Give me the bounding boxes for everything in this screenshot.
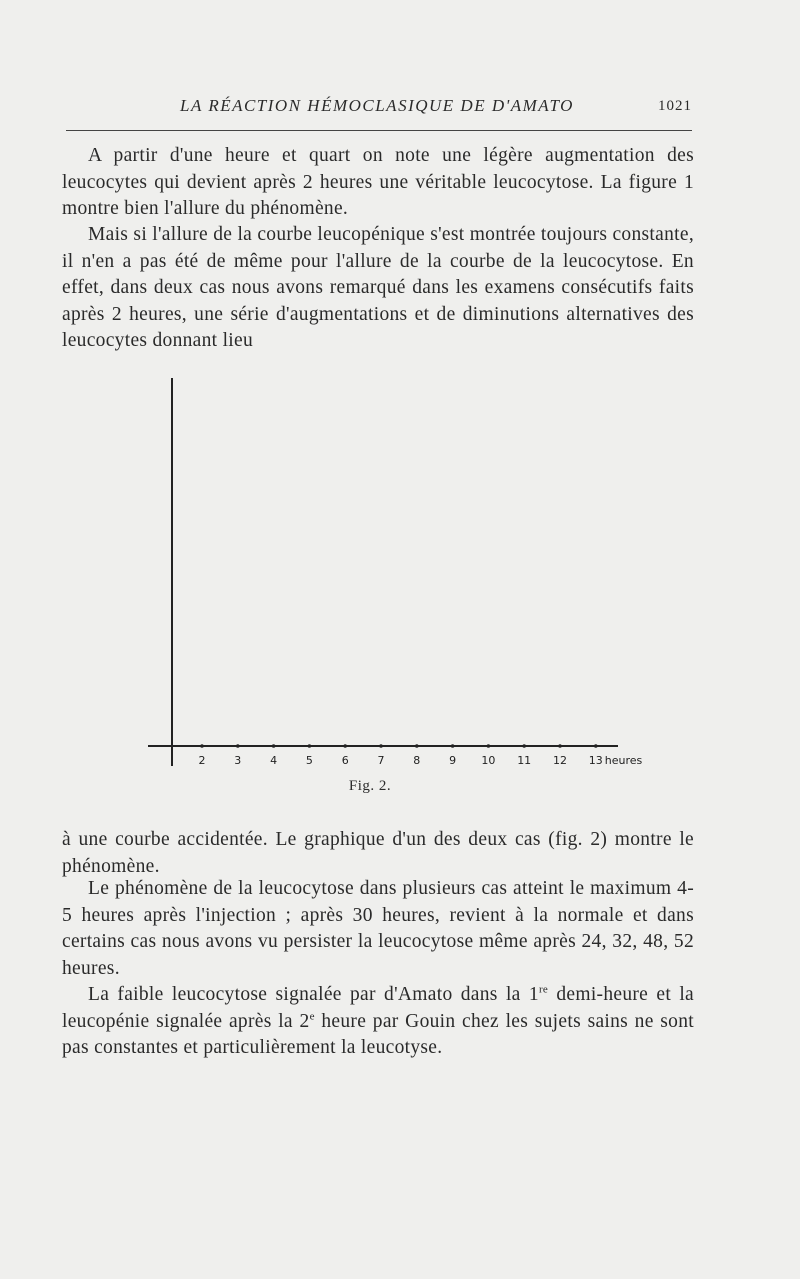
x-tick-label: 7 [377, 754, 385, 767]
paragraph-1: A partir d'une heure et quart on note une légère augmentation des leucocytes qui devient après 2 heures une véritable leucocytose. La figure 1 montre bien l'allure du phénomène. [62, 145, 694, 219]
paragraph-5-text-b: demi-heure et la leucopénie signalée après la 2 [62, 984, 694, 1032]
x-unit-label: heures [604, 754, 643, 767]
paragraph-4: Le phénomène de la leucocytose dans plusieurs cas atteint le maximum 4-5 heures après l'injection ; après 30 heures, revient à la normale et dans certains cas nous avons vu persister la leucocytose même après 24, 32, 48, 52 heures. [62, 878, 694, 979]
superscript-re: re [538, 983, 549, 996]
x-axis-ticks [199, 744, 643, 767]
x-tick-mark [487, 744, 491, 748]
x-tick-label: 13 [588, 754, 603, 767]
header-rule [66, 130, 692, 131]
x-tick-mark [379, 744, 383, 748]
running-title: LA RÉACTION HÉMOCLASIQUE DE D'AMATO [180, 96, 574, 115]
x-tick-mark [451, 744, 455, 748]
x-tick-label: 12 [553, 754, 567, 767]
figure-2-chart [0, 370, 700, 775]
paragraph-2: Mais si l'allure de la courbe leucopénique s'est montrée toujours constante, il n'en a pas été de même pour l'allure de la courbe de la leucocytose. En effet, dans deux cas nous avons remarqué dans les examens consécutifs faits après 2 heures, une série d'augmentations et de diminutions alternatives des leucocytes donnant lieu [62, 224, 694, 351]
x-tick-mark [200, 744, 204, 748]
x-tick-mark [308, 744, 312, 748]
paragraph-5 [62, 982, 694, 1062]
x-tick-mark [415, 744, 419, 748]
x-tick-label: 4 [270, 754, 278, 767]
running-header [62, 96, 692, 120]
x-tick-mark [594, 744, 598, 748]
x-tick-mark [522, 744, 526, 748]
paragraph-3: à une courbe accidentée. Le graphique d'un des deux cas (fig. 2) montre le phénomène. [62, 829, 694, 877]
x-tick-label: 6 [341, 754, 349, 767]
paragraph-5-text-c: heure par Gouin chez les sujets sains ne sont pas constantes et particulièrement la leucotyse. [62, 1010, 694, 1058]
x-tick-mark [343, 744, 347, 748]
x-tick-label: 5 [305, 754, 313, 767]
x-tick-label: 8 [413, 754, 421, 767]
figure-caption: Fig. 2. [348, 778, 392, 794]
x-tick-label: 11 [517, 754, 532, 767]
superscript-e: e [309, 1010, 315, 1022]
chart-axes [148, 378, 618, 766]
x-tick-label: 3 [234, 754, 242, 767]
x-tick-mark [236, 744, 240, 748]
x-tick-label: 2 [198, 754, 206, 767]
paragraph-5-text-a: La faible leucocytose signalée par d'Amato dans la 1 [88, 984, 539, 1005]
x-tick-mark [558, 744, 562, 748]
page-number: 1021 [658, 98, 692, 114]
x-tick-mark [272, 744, 276, 748]
x-tick-label: 9 [449, 754, 457, 767]
x-tick-label: 10 [481, 754, 496, 767]
